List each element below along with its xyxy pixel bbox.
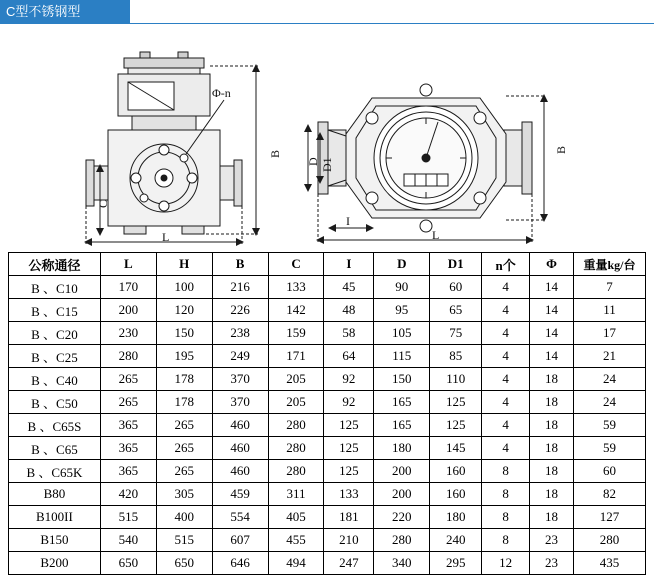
dim-label-c: C	[96, 199, 110, 208]
dim-label-phi-n: Φ-n	[212, 86, 231, 100]
cell-n: 4	[482, 345, 530, 368]
cell-weight: 60	[573, 460, 645, 483]
cell-h: 178	[156, 391, 212, 414]
cell-c: 405	[268, 506, 324, 529]
cell-l: 365	[100, 460, 156, 483]
cell-phi: 18	[530, 460, 574, 483]
cell-h: 265	[156, 460, 212, 483]
col-header-b: B	[212, 253, 268, 276]
cell-h: 120	[156, 299, 212, 322]
cell-h: 100	[156, 276, 212, 299]
cell-b: 460	[212, 437, 268, 460]
cell-weight: 280	[573, 529, 645, 552]
cell-model: B 、C10	[9, 276, 101, 299]
table-row	[9, 414, 646, 437]
table-header-row	[9, 253, 646, 276]
cell-phi: 18	[530, 414, 574, 437]
cell-model: B 、C65K	[9, 460, 101, 483]
cell-d: 165	[374, 414, 430, 437]
cell-weight: 59	[573, 414, 645, 437]
cell-d: 200	[374, 483, 430, 506]
cell-weight: 17	[573, 322, 645, 345]
dim-label-l-left: L	[162, 230, 170, 244]
cell-c: 494	[268, 552, 324, 575]
cell-d1: 145	[430, 437, 482, 460]
cell-n: 4	[482, 414, 530, 437]
page-title: C型不锈钢型	[0, 0, 130, 24]
cell-model: B80	[9, 483, 101, 506]
cell-n: 4	[482, 391, 530, 414]
cell-d1: 85	[430, 345, 482, 368]
cell-l: 265	[100, 391, 156, 414]
col-header-nominal-diameter: 公称通径	[9, 253, 101, 276]
cell-weight: 11	[573, 299, 645, 322]
cell-phi: 23	[530, 552, 574, 575]
cell-b: 238	[212, 322, 268, 345]
cell-c: 205	[268, 368, 324, 391]
cell-h: 400	[156, 506, 212, 529]
cell-d: 280	[374, 529, 430, 552]
cell-d: 90	[374, 276, 430, 299]
cell-c: 171	[268, 345, 324, 368]
cell-n: 12	[482, 552, 530, 575]
cell-l: 170	[100, 276, 156, 299]
cell-c: 280	[268, 437, 324, 460]
cell-d1: 180	[430, 506, 482, 529]
cell-weight: 59	[573, 437, 645, 460]
table-row	[9, 506, 646, 529]
cell-model: B200	[9, 552, 101, 575]
table-row	[9, 345, 646, 368]
cell-d: 165	[374, 391, 430, 414]
cell-c: 205	[268, 391, 324, 414]
cell-d: 220	[374, 506, 430, 529]
cell-b: 249	[212, 345, 268, 368]
cell-h: 150	[156, 322, 212, 345]
cell-i: 210	[324, 529, 374, 552]
cell-d: 200	[374, 460, 430, 483]
cell-l: 420	[100, 483, 156, 506]
cell-n: 8	[482, 483, 530, 506]
cell-h: 265	[156, 437, 212, 460]
cell-d: 180	[374, 437, 430, 460]
cell-l: 365	[100, 437, 156, 460]
cell-weight: 24	[573, 368, 645, 391]
cell-d1: 295	[430, 552, 482, 575]
cell-n: 4	[482, 322, 530, 345]
col-header-i: I	[324, 253, 374, 276]
cell-h: 178	[156, 368, 212, 391]
cell-b: 554	[212, 506, 268, 529]
cell-n: 8	[482, 506, 530, 529]
cell-n: 4	[482, 276, 530, 299]
cell-c: 280	[268, 414, 324, 437]
cell-n: 4	[482, 437, 530, 460]
cell-weight: 127	[573, 506, 645, 529]
table-row	[9, 529, 646, 552]
cell-model: B 、C25	[9, 345, 101, 368]
cell-i: 133	[324, 483, 374, 506]
cell-l: 650	[100, 552, 156, 575]
dim-label-d: D	[306, 157, 320, 166]
cell-i: 125	[324, 414, 374, 437]
table-row	[9, 276, 646, 299]
cell-b: 226	[212, 299, 268, 322]
cell-phi: 14	[530, 322, 574, 345]
table-row	[9, 368, 646, 391]
col-header-l: L	[100, 253, 156, 276]
cell-n: 4	[482, 368, 530, 391]
cell-b: 370	[212, 391, 268, 414]
cell-l: 515	[100, 506, 156, 529]
cell-weight: 7	[573, 276, 645, 299]
cell-i: 92	[324, 391, 374, 414]
cell-model: B150	[9, 529, 101, 552]
cell-d1: 60	[430, 276, 482, 299]
col-header-d: D	[374, 253, 430, 276]
cell-h: 195	[156, 345, 212, 368]
cell-phi: 18	[530, 506, 574, 529]
cell-l: 230	[100, 322, 156, 345]
cell-d1: 75	[430, 322, 482, 345]
cell-l: 265	[100, 368, 156, 391]
cell-d: 105	[374, 322, 430, 345]
cell-i: 48	[324, 299, 374, 322]
cell-l: 365	[100, 414, 156, 437]
cell-d1: 125	[430, 414, 482, 437]
cell-model: B100II	[9, 506, 101, 529]
spec-table	[8, 252, 646, 575]
cell-d: 115	[374, 345, 430, 368]
cell-phi: 14	[530, 276, 574, 299]
cell-c: 280	[268, 460, 324, 483]
table-row	[9, 299, 646, 322]
cell-d1: 125	[430, 391, 482, 414]
col-header-weight: 重量kg/台	[573, 253, 645, 276]
cell-i: 45	[324, 276, 374, 299]
cell-h: 650	[156, 552, 212, 575]
cell-b: 607	[212, 529, 268, 552]
dim-label-b-right: B	[554, 145, 568, 154]
cell-weight: 21	[573, 345, 645, 368]
cell-b: 216	[212, 276, 268, 299]
cell-weight: 82	[573, 483, 645, 506]
cell-model: B 、C20	[9, 322, 101, 345]
cell-b: 370	[212, 368, 268, 391]
cell-weight: 435	[573, 552, 645, 575]
cell-h: 515	[156, 529, 212, 552]
table-row	[9, 552, 646, 575]
cell-c: 159	[268, 322, 324, 345]
cell-phi: 14	[530, 345, 574, 368]
cell-phi: 23	[530, 529, 574, 552]
technical-drawing	[0, 26, 654, 248]
cell-phi: 18	[530, 437, 574, 460]
col-header-n: n个	[482, 253, 530, 276]
col-header-d1: D1	[430, 253, 482, 276]
cell-i: 64	[324, 345, 374, 368]
cell-d: 95	[374, 299, 430, 322]
cell-d1: 160	[430, 460, 482, 483]
cell-l: 540	[100, 529, 156, 552]
cell-d1: 65	[430, 299, 482, 322]
cell-h: 265	[156, 414, 212, 437]
cell-b: 646	[212, 552, 268, 575]
cell-phi: 14	[530, 299, 574, 322]
table-row	[9, 483, 646, 506]
col-header-c: C	[268, 253, 324, 276]
table-row	[9, 391, 646, 414]
table-row	[9, 460, 646, 483]
cell-c: 311	[268, 483, 324, 506]
cell-weight: 24	[573, 391, 645, 414]
cell-model: B 、C40	[9, 368, 101, 391]
dim-label-b-left: B	[268, 149, 282, 158]
col-header-h: H	[156, 253, 212, 276]
cell-d1: 110	[430, 368, 482, 391]
cell-b: 460	[212, 460, 268, 483]
cell-i: 92	[324, 368, 374, 391]
cell-i: 58	[324, 322, 374, 345]
cell-n: 8	[482, 529, 530, 552]
cell-l: 280	[100, 345, 156, 368]
cell-d: 150	[374, 368, 430, 391]
cell-d1: 240	[430, 529, 482, 552]
cell-phi: 18	[530, 391, 574, 414]
cell-i: 181	[324, 506, 374, 529]
cell-model: B 、C15	[9, 299, 101, 322]
col-header-phi: Φ	[530, 253, 574, 276]
cell-phi: 18	[530, 483, 574, 506]
cell-i: 125	[324, 460, 374, 483]
cell-model: B 、C65	[9, 437, 101, 460]
cell-i: 247	[324, 552, 374, 575]
dim-label-l-right: L	[432, 228, 440, 242]
cell-phi: 18	[530, 368, 574, 391]
cell-b: 460	[212, 414, 268, 437]
cell-model: B 、C50	[9, 391, 101, 414]
cell-c: 455	[268, 529, 324, 552]
cell-b: 459	[212, 483, 268, 506]
drawing-svg	[0, 26, 654, 248]
cell-l: 200	[100, 299, 156, 322]
spec-table-wrap	[8, 252, 646, 575]
table-row	[9, 322, 646, 345]
cell-h: 305	[156, 483, 212, 506]
title-divider	[0, 23, 654, 24]
cell-c: 142	[268, 299, 324, 322]
cell-d1: 160	[430, 483, 482, 506]
cell-c: 133	[268, 276, 324, 299]
cell-model: B 、C65S	[9, 414, 101, 437]
cell-n: 8	[482, 460, 530, 483]
dim-label-i: I	[346, 214, 350, 228]
dim-label-d1: D1	[320, 157, 334, 172]
table-row	[9, 437, 646, 460]
cell-i: 125	[324, 437, 374, 460]
cell-d: 340	[374, 552, 430, 575]
cell-n: 4	[482, 299, 530, 322]
